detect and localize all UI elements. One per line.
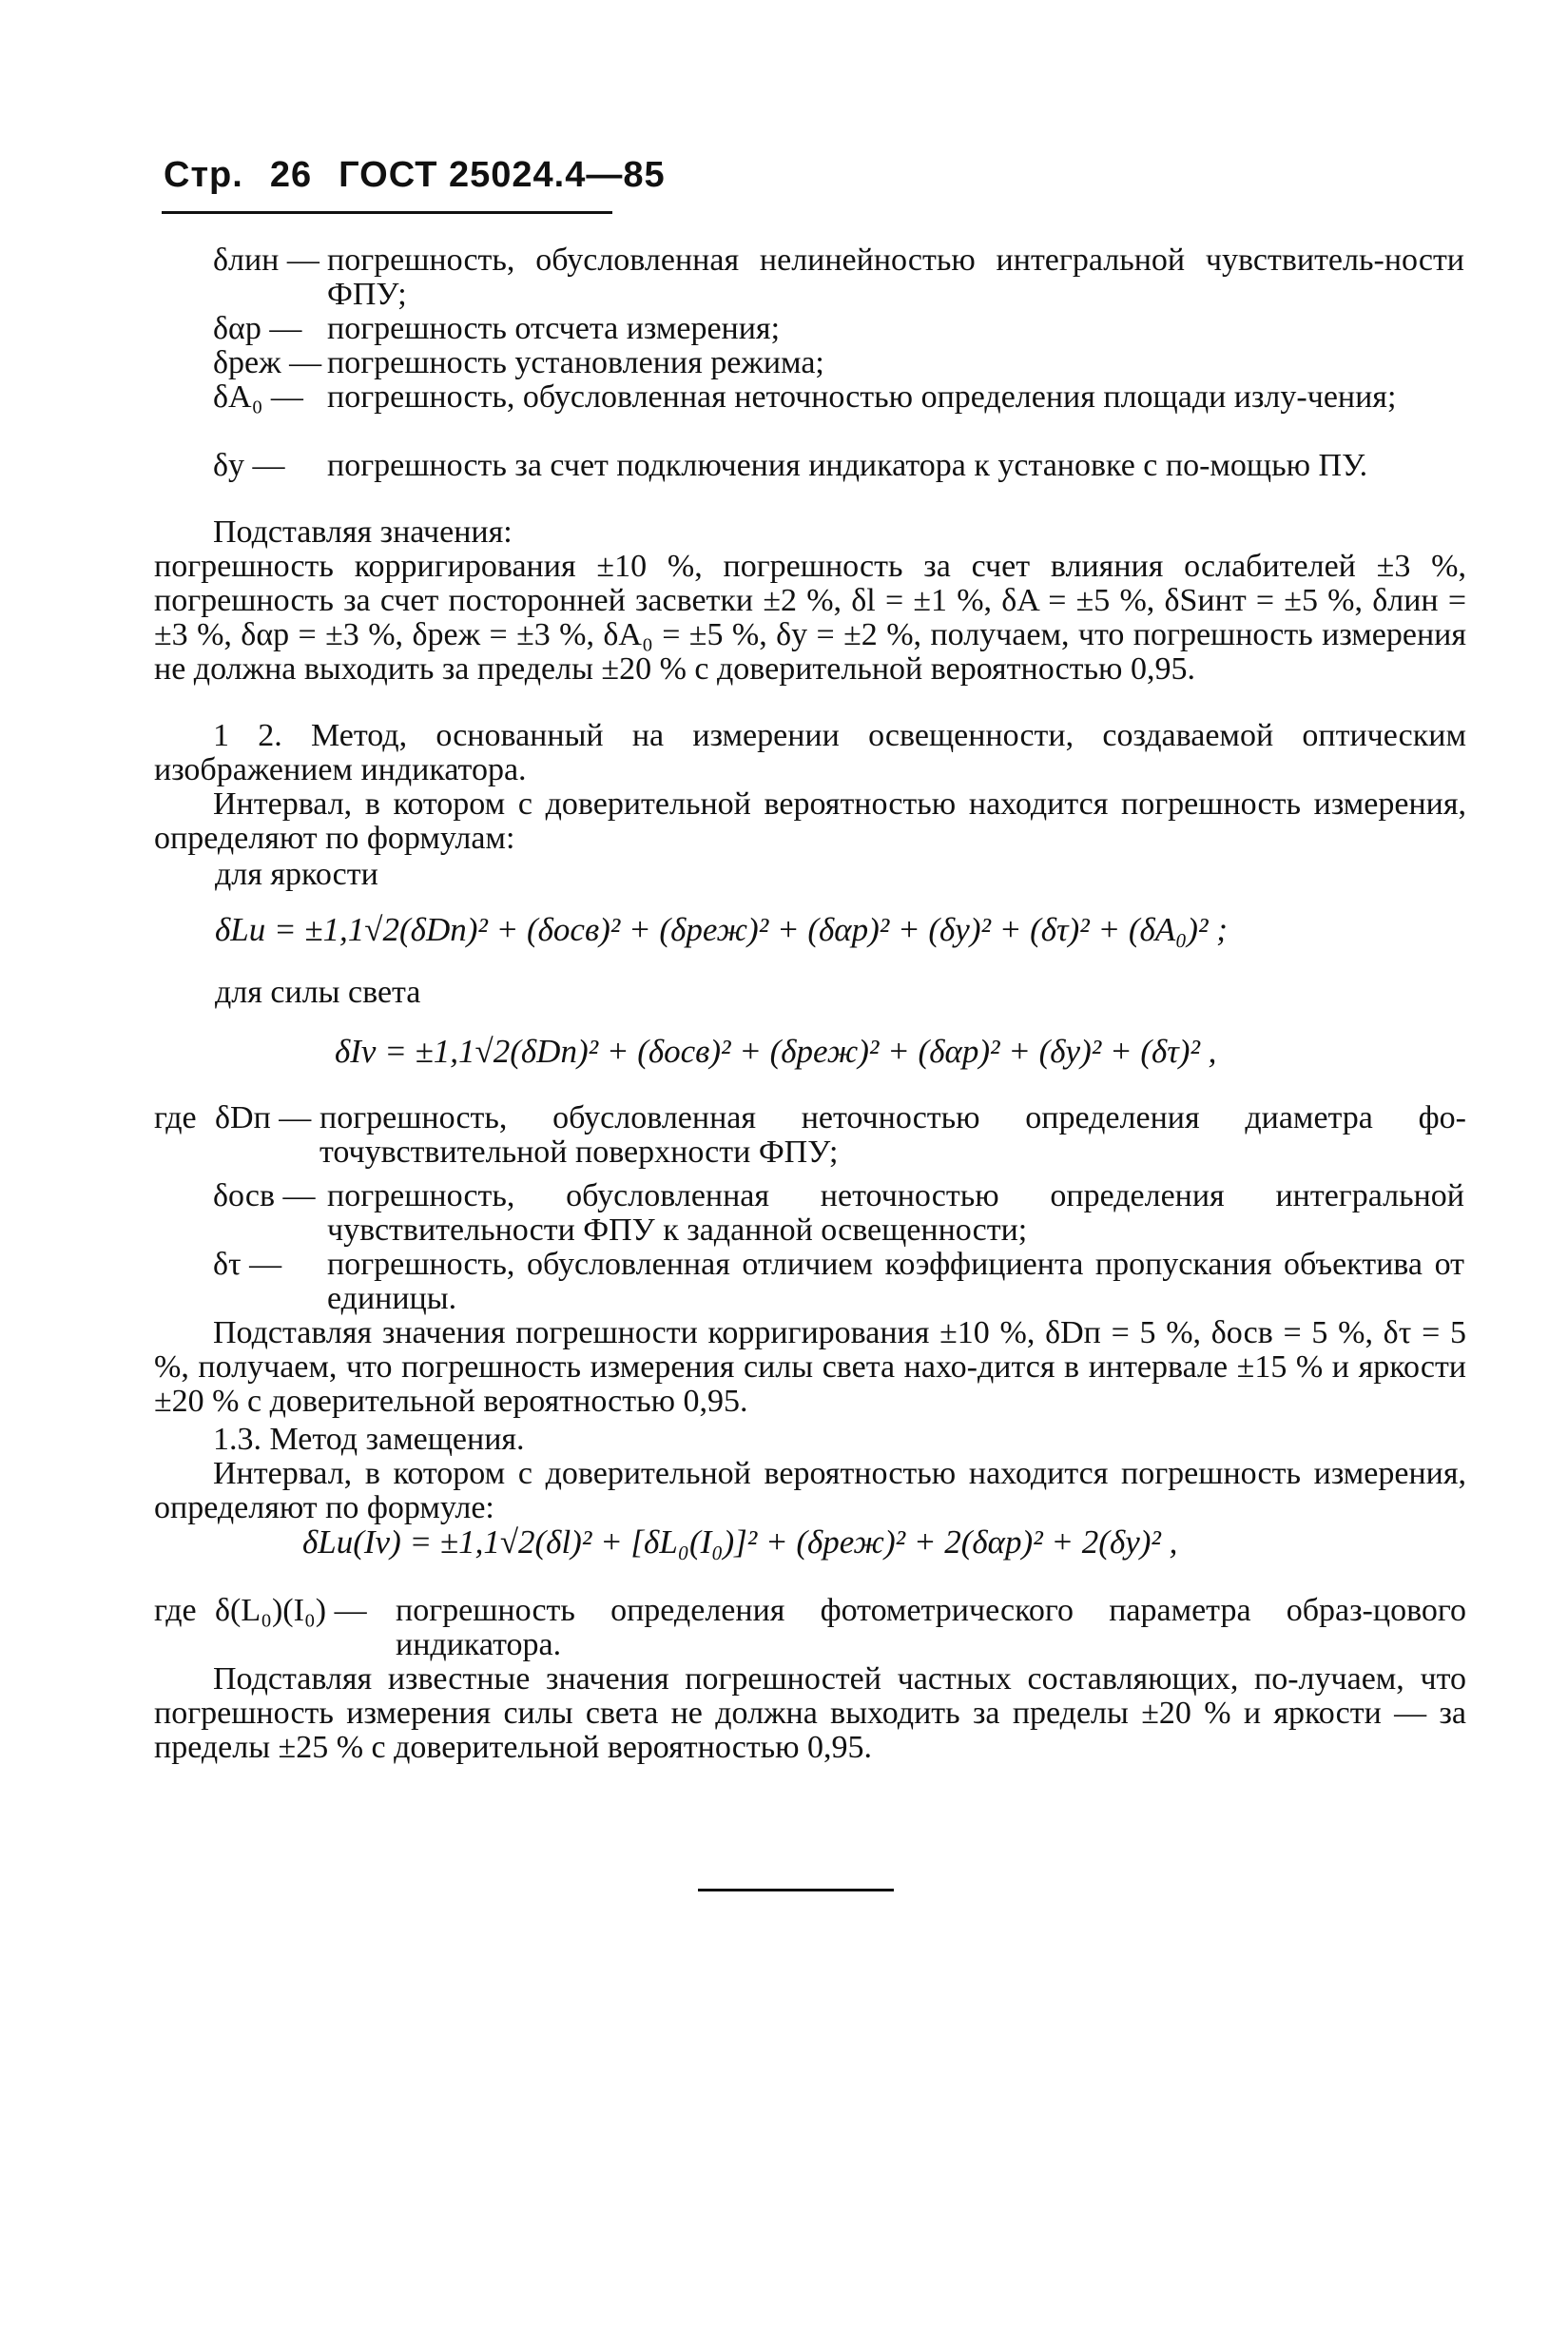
header-rule xyxy=(162,211,612,214)
definition-item xyxy=(213,1179,1464,1248)
definition-item xyxy=(213,312,1464,346)
definition-symbol: δA₀ — xyxy=(213,379,303,415)
page-label: Стр. xyxy=(164,155,243,195)
definition-text: погрешность, обусловленная неточностью определения диаметра фо-точувствительной поверхности ФПУ; xyxy=(319,1100,1466,1170)
substitution-heading: Подставляя значения: xyxy=(213,514,513,550)
definition-item xyxy=(213,1248,1464,1316)
where-label-2: где xyxy=(154,1593,197,1628)
definition-text: погрешность, обусловленная неточностью определения интегральной чувствительности ФПУ к заданной освещенности; xyxy=(327,1178,1464,1248)
definition-text: погрешность, обусловленная отличием коэффициента пропускания объектива от единицы. xyxy=(327,1247,1464,1316)
substitution-paragraph-2: Подставляя значения погрешности корригирования ±10 %, δDп = 5 %, δосв = 5 %, δτ = 5 %, получаем, что погрешность измерения силы света нахо-дится в интервале ±15 % и яркости ±20 % с доверительной вероятностью 0,95. xyxy=(154,1315,1466,1419)
definition-item xyxy=(213,243,1464,312)
definition-symbol: δу — xyxy=(213,448,285,483)
definition-text: погрешность отсчета измерения; xyxy=(327,311,781,346)
definition-text: погрешность определения фотометрического параметра образ-цового индикатора. xyxy=(396,1593,1466,1662)
definition-item xyxy=(215,1101,1466,1170)
definition-symbol: δлин — xyxy=(213,242,319,278)
end-rule xyxy=(698,1889,894,1891)
definition-text: погрешность, обусловленная неточностью определения площади излу-чения; xyxy=(327,379,1397,415)
luminance-formula: δLи = ±1,1√2(δDп)² + (δосв)² + (δреж)² + (δαр)² + (δу)² + (δτ)² + (δA₀)² ; xyxy=(215,911,1228,948)
interval-paragraph-1: Интервал, в котором с доверительной вероятностью находится погрешность измерения, определяют по формулам: xyxy=(154,786,1466,856)
final-paragraph: Подставляя известные значения погрешностей частных составляющих, по-лучаем, что погрешность измерения силы света не должна выходить за пределы ±20 % и яркости — за пределы ±25 % с доверительной вероятностью 0,95. xyxy=(154,1661,1466,1765)
intensity-label: для силы света xyxy=(215,975,421,1010)
definition-item xyxy=(215,1594,1466,1662)
definition-item xyxy=(213,346,1464,380)
section-1-2-heading: 1 2. Метод, основанный на измерении освещенности, создаваемой оптическим изображением индикатора. xyxy=(154,718,1466,787)
definition-text: погрешность, обусловленная нелинейностью интегральной чувствитель-ности ФПУ; xyxy=(327,242,1464,312)
page-header xyxy=(164,155,666,195)
definition-symbol: δτ — xyxy=(213,1247,282,1282)
definition-symbol: δосв — xyxy=(213,1178,316,1213)
document-code: ГОСТ 25024.4—85 xyxy=(339,155,666,195)
interval-paragraph-2: Интервал, в котором с доверительной вероятностью находится погрешность измерения, определяют по формуле: xyxy=(154,1456,1466,1525)
definition-symbol: δреж — xyxy=(213,345,322,380)
page-number: 26 xyxy=(269,155,313,195)
definition-symbol: δαр — xyxy=(213,311,302,346)
definition-symbol: δ(L₀)(I₀) — xyxy=(215,1593,367,1628)
definition-text: погрешность установления режима; xyxy=(327,345,824,380)
intensity-formula: δIv = ±1,1√2(δDп)² + (δосв)² + (δреж)² + (δαр)² + (δу)² + (δτ)² , xyxy=(335,1033,1217,1070)
substitution-formula: δLи(Iv) = ±1,1√2(δl)² + [δL₀(I₀)]² + (δреж)² + 2(δαр)² + 2(δу)² , xyxy=(302,1523,1178,1561)
definition-item xyxy=(213,380,1464,415)
where-label: где xyxy=(154,1100,197,1135)
substitution-paragraph: погрешность корригирования ±10 %, погрешность за счет влияния ослабителей ±3 %, погрешность за счет посторонней засветки ±2 %, δl = ±1 %, δA = ±5 %, δSинт = ±5 %, δлин = ±3 %, δαр = ±3 %, δреж = ±3 %, δA₀ = ±5 %, δу = ±2 %, получаем, что погрешность измерения не должна выходить за пределы ±20 % с доверительной вероятностью 0,95. xyxy=(154,549,1466,687)
section-1-3-heading: 1.3. Метод замещения. xyxy=(213,1422,525,1457)
definition-text: погрешность за счет подключения индикатора к установке с по-мощью ПУ. xyxy=(327,448,1368,483)
definition-item xyxy=(213,449,1464,483)
luminance-label: для яркости xyxy=(215,857,378,892)
definition-symbol: δDп — xyxy=(215,1100,312,1135)
